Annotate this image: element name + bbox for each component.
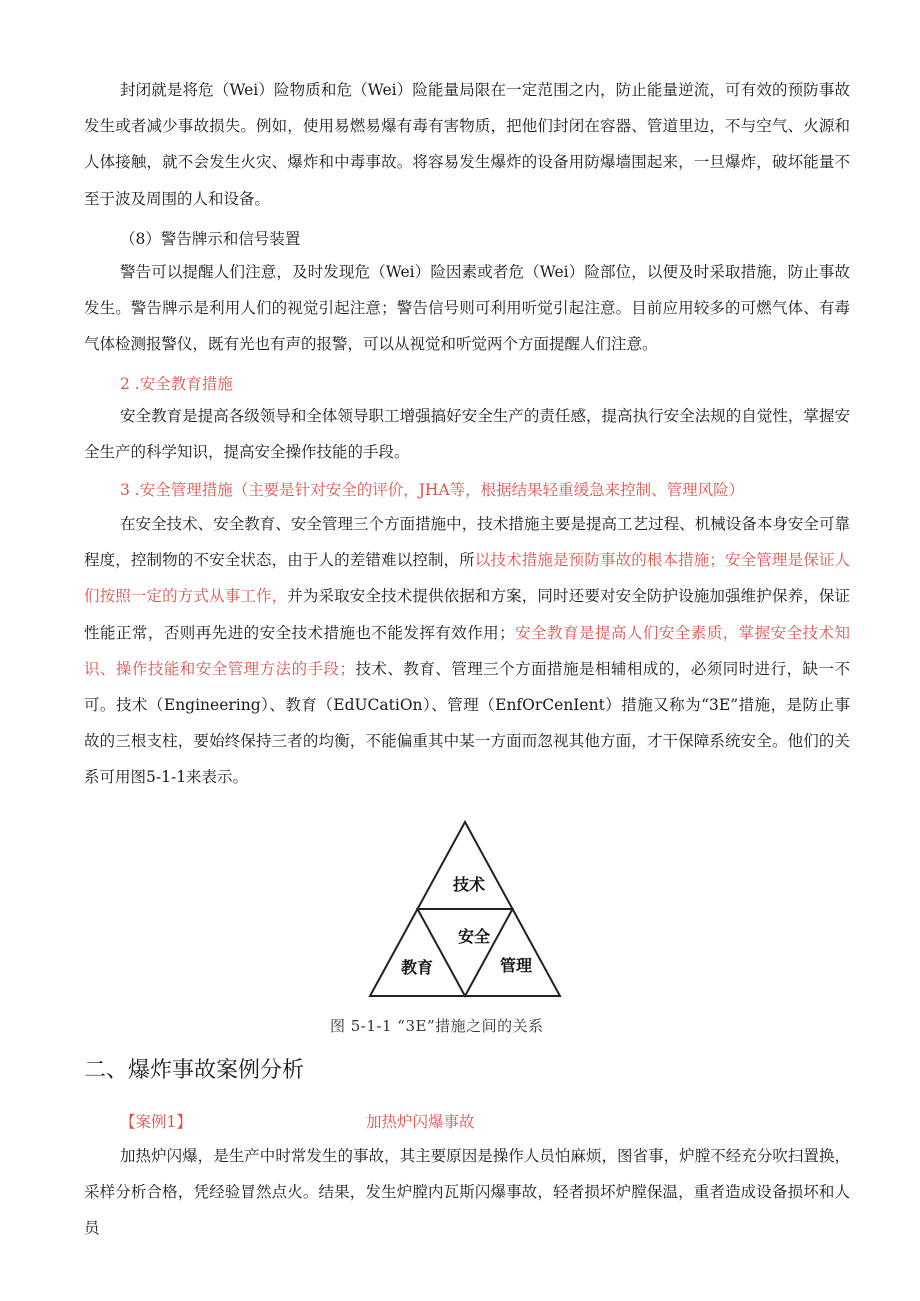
- section-title: 二、爆炸事故案例分析: [84, 1058, 305, 1083]
- paragraph-3e-highlight-education: 安全教育是提高人们安全素质，掌握安全技术知识、操作技能和安全管理方法的手段；: [84, 623, 850, 678]
- case-title: 加热炉闪爆事故: [366, 1113, 475, 1131]
- heading-safety-management: 3 .安全管理措施（主要是针对安全的评价，JHA等，根据结果轻重缓急来控制、管理风险）: [120, 481, 745, 499]
- case-label: 【案例1】: [120, 1113, 192, 1131]
- paragraph-case-description: 加热炉闪爆，是生产中时常发生的事故，其主要原因是操作人员怕麻烦，图省事，炉膛不经充分吹扫置换，采样分析合格，凭经验冒然点火。结果，发生炉膛内瓦斯闪爆事故，轻者损坏炉膛保温，重者造成设备损坏和人员: [84, 1147, 850, 1238]
- paragraph-warning: 警告可以提醒人们注意，及时发现危（Wei）险因素或者危（Wei）险部位，以便及时采取措施，防止事故发生。警告牌示是利用人们的视觉引起注意；警告信号则可利用听觉引起注意。目前应用较多的可燃气体、有毒气体检测报警仪，既有光也有声的报警，可以从视觉和听觉两个方面提醒人们注意。: [84, 263, 850, 354]
- paragraph-3e-part-c: 并为采取安全技术提供依据和方案，同时还要对安全防护设施加强维护保养，保证性能正常，否则再先进的安全技术措施也不能发挥有效作用；: [84, 587, 850, 642]
- 3e-triangle-figure: [330, 818, 610, 1048]
- inner-triangle: [418, 909, 513, 996]
- paragraph-3e-part-a: 在安全技术、安全教育、安全管理三个方面措施中，技术措施主要是提高工艺过程、机械设备本身安全可靠程度，控制物的不安全状态，由于人的差错难以控制，所: [84, 515, 850, 570]
- heading-safety-education: 2 .安全教育措施: [120, 375, 233, 393]
- figure-label-technology: 技术: [452, 875, 486, 894]
- heading-warning-signs: （8）警告牌示和信号装置: [120, 230, 301, 248]
- paragraph-sealing: 封闭就是将危（Wei）险物质和危（Wei）险能量局限在一定范围之内，防止能量逆流，可有效的预防事故发生或者减少事故损失。例如，使用易燃易爆有毒有害物质，把他们封闭在容器、管道里边，不与空气、火源和人体接触，就不会发生火灾、爆炸和中毒事故。将容易发生爆炸的设备用防爆墙围起来，一旦爆炸，破坏能量不至于波及周围的人和设备。: [84, 81, 850, 208]
- paragraph-3e: [84, 506, 850, 796]
- paragraph-3e-part-e: 技术、教育、管理三个方面措施是相辅相成的，必须同时进行，缺一不可。技术（Engineering）、教育（EdUCatiOn）、管理（EnfOrCenIent）措施又称为“3E”措施，是防止事故的三根支柱，要始终保持三者的均衡，不能偏重其中某一方面而忽视其他方面，才干保障系统安全。他们的关系可用图5-1-1来表示。: [84, 659, 850, 787]
- figure-caption: 图 5-1-1 “3E”措施之间的关系: [330, 1017, 544, 1035]
- paragraph-education: 安全教育是提高各级领导和全体领导职工增强搞好安全生产的责任感，提高执行安全法规的自觉性，掌握安全生产的科学知识，提高安全操作技能的手段。: [84, 407, 850, 462]
- figure-label-management: 管理: [499, 956, 533, 975]
- paragraph-3e-highlight-technology: 以技术措施是预防事故的根本措施；安全管理是保证人们按照一定的方式从事工作，: [84, 551, 850, 606]
- figure-label-safety: 安全: [457, 927, 491, 946]
- figure-label-education: 教育: [400, 958, 434, 977]
